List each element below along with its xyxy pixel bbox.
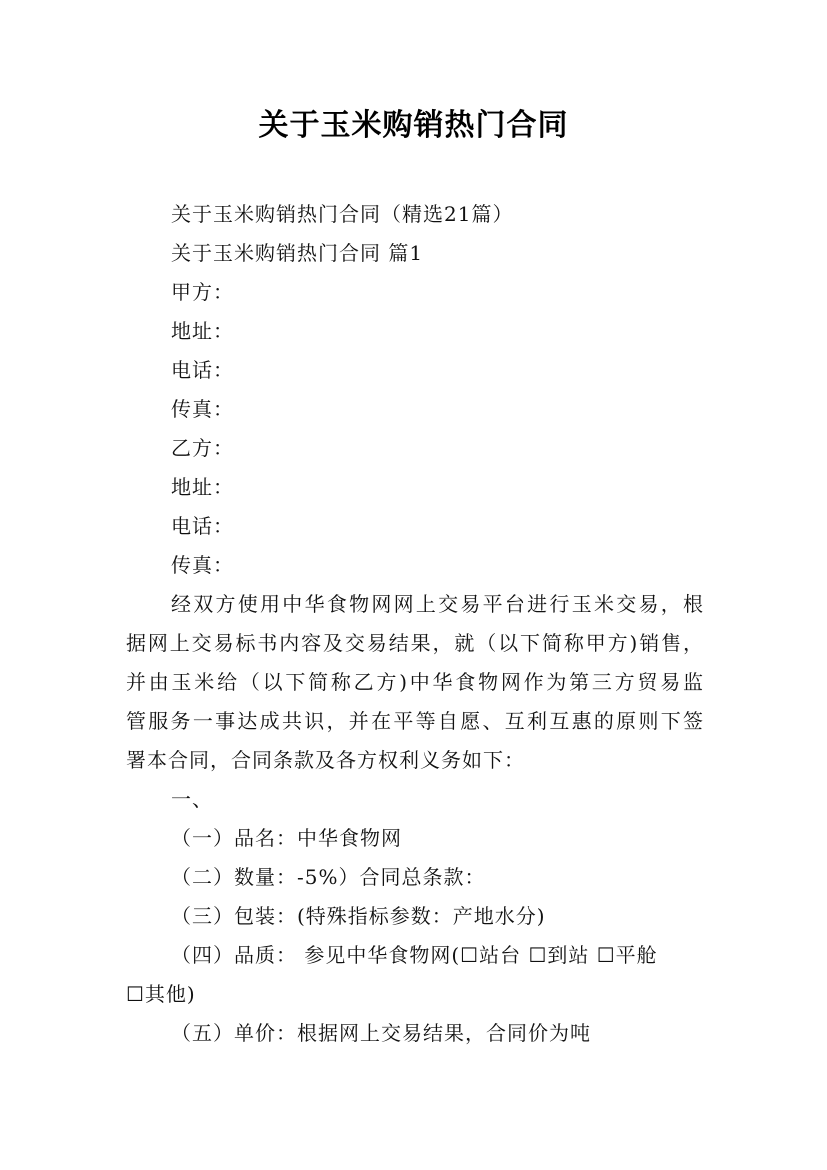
item-name: （一）品名：中华食物网 [171, 826, 402, 850]
intro-paragraph-line: 经双方使用中华食物网网上交易平台进行玉米交易，根 [171, 592, 704, 616]
party-a-label: 甲方： [171, 280, 234, 304]
section-heading: 关于玉米购销热门合同 篇1 [171, 241, 424, 265]
item-quality: （四）品质： 参见中华食物网(☐站台 ☐到站 ☐平舱 [171, 943, 658, 967]
document-title: 关于玉米购销热门合同 [258, 108, 569, 143]
item-quantity: （二）数量：-5%）合同总条款： [171, 865, 486, 889]
item-quality-continued: ☐其他) [126, 982, 196, 1006]
intro-paragraph-line: 并由玉米给（以下简称乙方)中华食物网作为第三方贸易监 [126, 670, 704, 694]
clause-number: 一、 [171, 787, 213, 811]
item-price: （五）单价：根据网上交易结果，合同价为吨 [171, 1021, 591, 1045]
party-a-address: 地址： [171, 319, 234, 343]
document-subtitle: 关于玉米购销热门合同（精选21篇） [171, 202, 514, 226]
party-a-phone: 电话： [171, 358, 234, 382]
party-b-phone: 电话： [171, 514, 234, 538]
item-packaging: （三）包装：(特殊指标参数：产地水分) [171, 904, 546, 928]
party-b-fax: 传真： [171, 553, 234, 577]
intro-paragraph-line: 署本合同，合同条款及各方权利义务如下： [126, 748, 525, 772]
intro-paragraph-line: 据网上交易标书内容及交易结果，就（以下简称甲方)销售， [126, 631, 704, 655]
party-a-fax: 传真： [171, 397, 234, 421]
intro-paragraph-line: 管服务一事达成共识，并在平等自愿、互利互惠的原则下签 [126, 709, 704, 733]
party-b-address: 地址： [171, 475, 234, 499]
party-b-label: 乙方： [171, 436, 234, 460]
